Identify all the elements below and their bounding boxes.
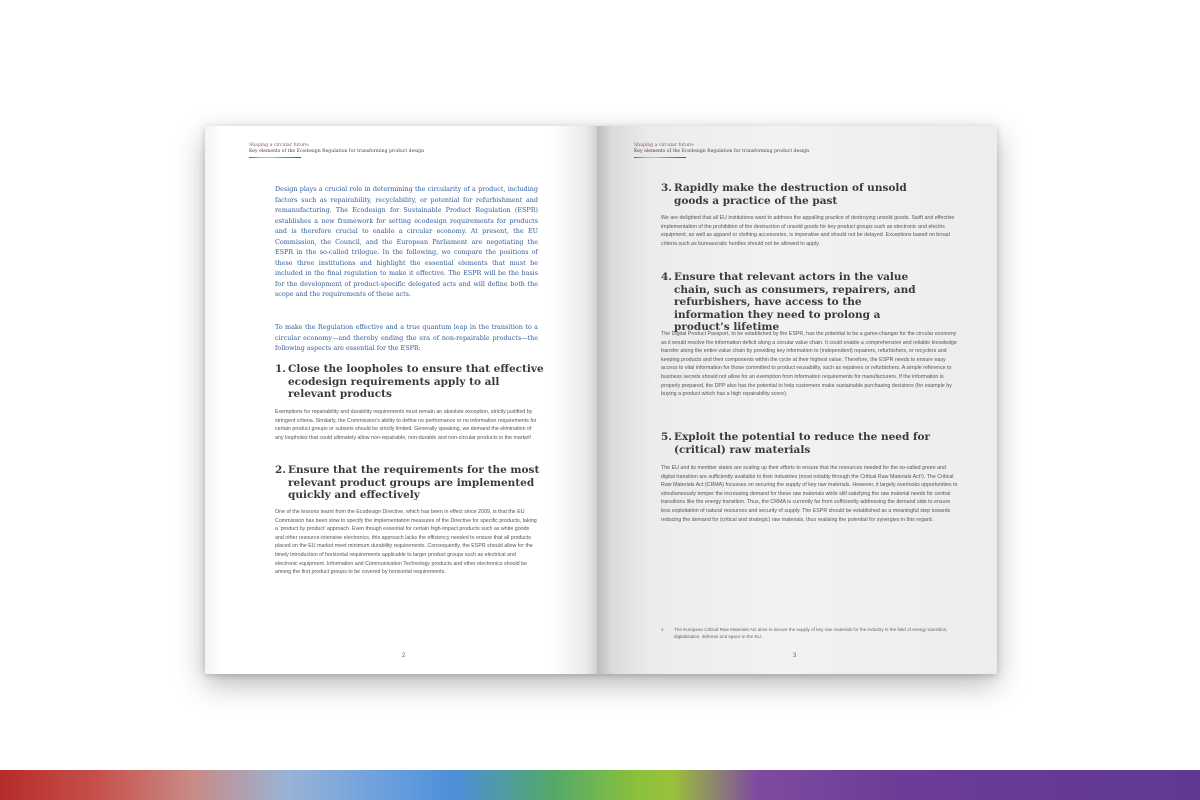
section-heading-text: Close the loopholes to ensure that effective ecodesign requirements apply to all relevant products <box>288 363 544 400</box>
section-body-2: One of the lessons learnt from the Ecodesign Directive, which has been in effect since 2009, is that the EU Commission has been slow to specify the implementation measures of the Directive for specific products, taking a ‘product by product’ approach. Even though essential for certain high-impact products such as white goods and other resource-intensive electronics, this approach lacks the efficiency needed to ensure that all products placed on the EU market meet minimum durability requirements. Consequently, the ESPR should allow for the timely introduction of horizontal requirements applicable to larger product groups such as electrical and electronic equipment. Information and Communication Technology products and other electronics should be among the first product groups to be covered by horizontal requirements. <box>275 509 537 576</box>
page-number: 2 <box>402 653 406 659</box>
right-page <box>597 126 997 674</box>
running-head-title: Shaping a circular future: <box>249 143 310 148</box>
intro-paragraph: Design plays a crucial role in determining the circularity of a product, including factors such as repairability, recyclability, or potential for refurbishment and remanufacturing. The Ecodesign for Sustainable Product Regulation (ESPR) establishes a new framework for setting ecodesign requirements for products and is therefore crucial to enable a circular economy. At present, the EU Commission, the Council, and the European Parliament are negotiating the ESPR in the so-called trilogue. In the following, we compare the positions of these three institutions and highlight the essential elements that must be included in the final regulation to make it effective. The ESPR will be the basis for the development of product-specific delegated acts and will define both the scope and the requirements of these acts. <box>275 185 538 298</box>
running-head-color-bar <box>249 157 301 158</box>
left-page <box>205 126 597 674</box>
section-number: 5. <box>661 431 672 443</box>
section-heading-4 <box>661 271 931 334</box>
section-number: 3. <box>661 182 672 194</box>
section-number: 4. <box>661 271 672 283</box>
section-heading-text: Rapidly make the destruction of unsold goods a practice of the past <box>674 182 907 207</box>
running-head-color-bar <box>634 157 686 158</box>
section-heading-text: Ensure that the requirements for the most relevant product groups are implemented quickly and effectively <box>288 464 540 501</box>
section-number: 1. <box>275 363 286 375</box>
intro-paragraph-2: To make the Regulation effective and a true quantum leap in the transition to a circular economy—and thereby ending the era of non-repairable products—the following aspects are essential for the ESPR: <box>275 323 538 352</box>
section-body-5: The EU and its member states are scaling up their efforts to ensure that the resources needed for the so-called green and digital transition are sufficiently available to their industries (most notably through the Critical Raw Materials Act¹). The Critical Raw Materials Act (CRMA) focusses on securing the supply of key raw materials. However, it largely overlooks opportunities to simultaneously temper the increasing demand for these raw materials while still satisfying the raw material needs for central transitions like the energy transition. Thus, the CRMA is currently far from sufficiently addressing the demand side to ensure less exploitation of natural resources and security of supply. The ESPR should be established as a meaningful step towards reducing the demand for (critical and strategic) raw materials, thus realising the potential for synergies in this regard. <box>661 465 958 523</box>
section-heading-text: Ensure that relevant actors in the value chain, such as consumers, repairers, and refurbishers, have access to the information they need to prolong a product’s lifetime <box>674 271 916 333</box>
section-body-3: We are delighted that all EU institutions want to address the appalling practice of destroying unsold goods. Swift and effective implementation of the prohibition of the destruction of unsold goods for key product groups such as electronic and electric equipment, as well as apparel or clothing accessories, is imperative and should not be delayed. Exceptions based on broad criteria such as bureaucratic hurdles should not be allowed to apply. <box>661 215 955 247</box>
footnote <box>661 626 959 640</box>
section-heading-text: Exploit the potential to reduce the need for (critical) raw materials <box>674 431 930 456</box>
section-heading-1 <box>275 363 545 401</box>
section-number: 2. <box>275 464 286 476</box>
section-heading-3 <box>661 182 931 207</box>
page-number: 3 <box>793 653 797 659</box>
footnote-number: 1 <box>661 627 664 632</box>
section-body-1: Exemptions for repairability and durability requirements must remain an absolute exception, strictly justified by stringent criteria. Similarly, the Commission’s ability to define no performance or no information requirements for certain product groups or subsets should be strictly limited. Generally speaking, we demand the elimination of any loopholes that could ultimately allow non-repairable, non-durable and non-circular products in the market! <box>275 409 537 441</box>
running-head-subtitle: Key elements of the Ecodesign Regulation for transforming product design <box>249 149 425 154</box>
open-brochure-spread <box>205 126 997 674</box>
footnote-text: The European Critical Raw Materials Act aims to secure the supply of key raw materials for the industry in the field of energy transition, digitalization, defense and space in the EU. <box>674 627 948 639</box>
rainbow-color-band <box>0 770 1200 800</box>
running-head-subtitle: Key elements of the Ecodesign Regulation for transforming product design <box>634 149 810 154</box>
running-head <box>249 143 424 158</box>
section-heading-5 <box>661 431 931 456</box>
running-head <box>634 143 809 158</box>
running-head-title: Shaping a circular future: <box>634 143 695 148</box>
section-heading-2 <box>275 464 545 502</box>
section-body-4: The Digital Product Passport, to be established by the ESPR, has the potential to be a game-changer for the circular economy as it would resolve the information deficit along a circular value chain. It could enable a comprehensive and reliable knowledge transfer along the entire value chain by providing key information to (independent) repairers, refurbishers, or recyclers and keeping products and their components within the cycle at their highest value. Therefore, the ESPR needs to ensure easy access to vital information for those committed to product reusability, such as repairers or refurbishers. A simple reference to business secrets should not allow for an exemption from information requirements for manufacturers. If the information is properly prepared, the DPP also has the potential to help customers make sustainable purchasing decisions (for example by buying a product which has a high repairability score). <box>661 331 957 398</box>
